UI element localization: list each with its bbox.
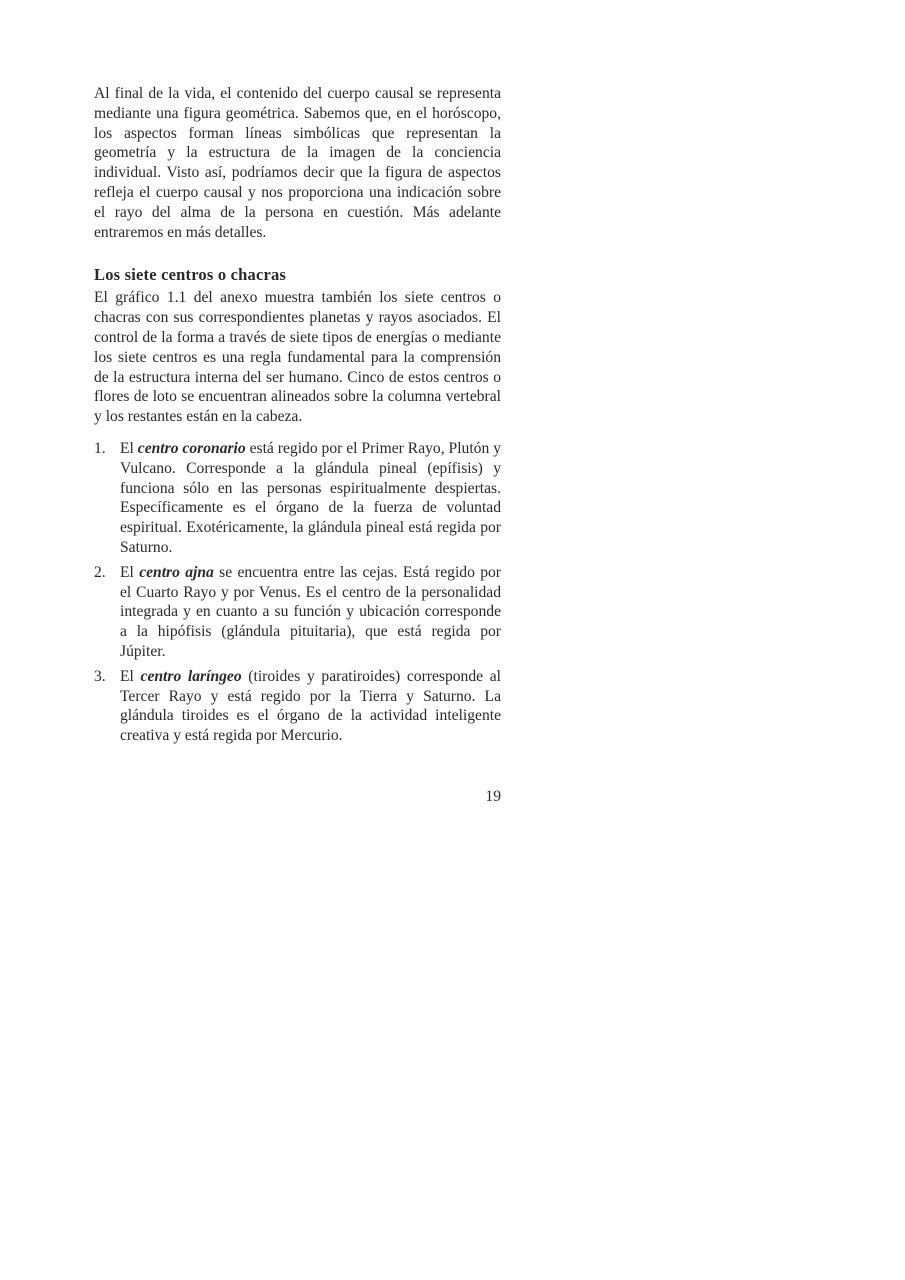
list-item-text: (tiroides y paratiroides) corresponde al Tercer Rayo y está regido por la Tierra y Saturno. La glándula tiroides es el órgano de la actividad inteligente creativa y está regida por Mercurio. [120, 667, 501, 745]
section-heading: Los siete centros o chacras [94, 265, 287, 285]
list-item-term: centro ajna [139, 563, 214, 581]
list-item-lead: El [120, 667, 141, 685]
section-paragraph: El gráfico 1.1 del anexo muestra también los siete centros o chacras con sus correspondientes planetas y rayos asociados. El control de la forma a través de siete tipos de energías o mediante los siete centros es una regla fundamental para la comprensión de la estructura interna del ser humano. Cinco de estos centros o flores de loto se encuentran alineados sobre la columna vertebral y los restantes están en la cabeza. [94, 289, 501, 426]
list-item [94, 667, 501, 746]
list-item-lead: El [120, 563, 140, 581]
intro-paragraph: Al final de la vida, el contenido del cuerpo causal se representa mediante una figura geométrica. Sabemos que, en el horóscopo, los aspectos forman líneas simbólicas que representan la geometría y la estructura de la imagen de la conciencia individual. Visto así, podríamos decir que la figura de aspectos refleja el cuerpo causal y nos proporciona una indicación sobre el rayo del alma de la persona en cuestión. Más adelante entraremos en más detalles. [94, 85, 501, 241]
list-item-term: centro coronario [137, 439, 246, 457]
list-item-term: centro laríngeo [140, 667, 242, 685]
page-number: 19 [485, 788, 501, 805]
list-item-text: está regido por el Primer Rayo, Plutón y Vulcano. Corresponde a la glándula pineal (epífisis) y funciona sólo en las personas espiritualmente despiertas. Específicamente es el órgano de la fuerza de voluntad espiritual. Exotéricamente, la glándula pineal está regida por Saturno. [120, 439, 501, 556]
list-item [94, 439, 501, 558]
list-item-number: 1. [94, 439, 106, 457]
page-content [94, 84, 501, 751]
list-item-number: 3. [94, 667, 106, 685]
list-item-text: se encuentra entre las cejas. Está regido por el Cuarto Rayo y por Venus. Es el centro de la personalidad integrada y en cuanto a su función y ubicación corresponde a la hipófisis (glándula pituitaria), que está regida por Júpiter. [120, 563, 501, 660]
list-item [94, 563, 501, 662]
list-item-lead: El [120, 439, 138, 457]
list-item-number: 2. [94, 563, 106, 581]
chakra-list [94, 439, 501, 746]
